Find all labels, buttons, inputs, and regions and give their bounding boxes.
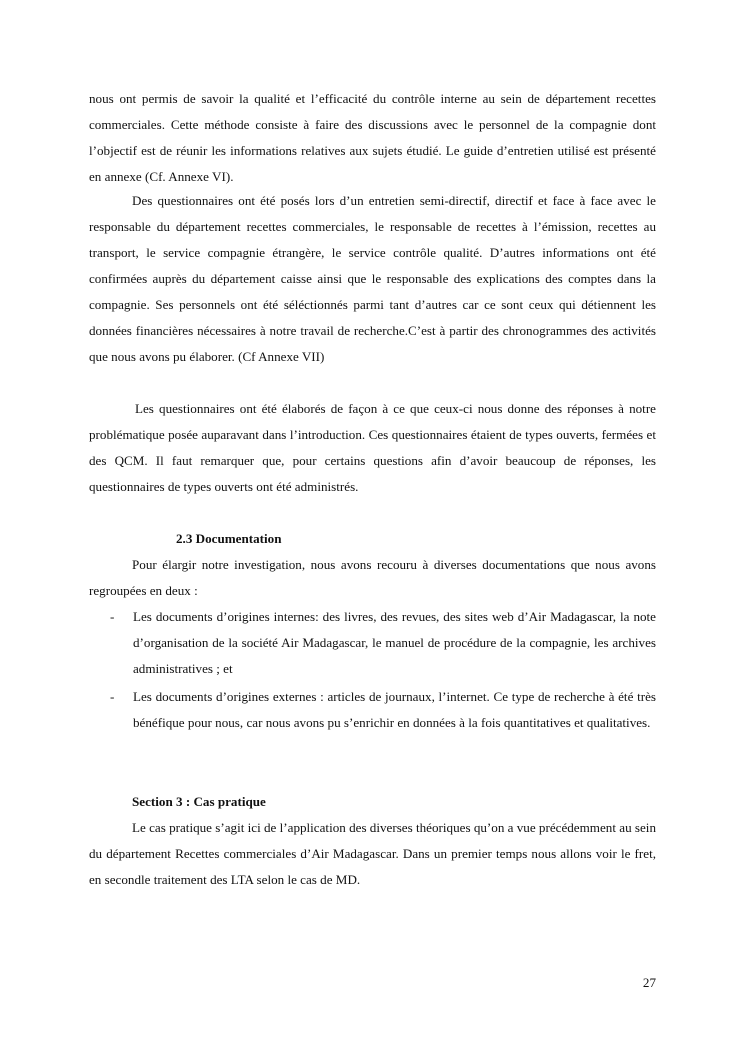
paragraph-questionnaires-elaborated: Les questionnaires ont été élaborés de façon à ce que ceux-ci nous donne des réponses à notre problématique posée auparavant dans l’introduction. Ces questionnaires étaient de types ouverts, fermées et des QCM. Il faut remarquer que, pour certains questions afin d’avoir beaucoup de réponses, les questionnaires de types ouverts ont été administrés. bbox=[89, 401, 656, 494]
heading-documentation: 2.3 Documentation bbox=[176, 531, 282, 546]
bullet-marker: - bbox=[110, 609, 115, 624]
paragraph-case-study: Le cas pratique s’agit ici de l’application des diverses théoriques qu’on a vue précédemment au sein du département Recettes commerciales d’Air Madagascar. Dans un premier temps nous allons voir le fret, en secondle traitement des LTA selon le cas de MD. bbox=[89, 820, 656, 887]
bullet-item-external-documents: Les documents d’origines externes : articles de journaux, l’internet. Ce type de recherche à été très bénéfique pour nous, car nous avons pu s’enrichir en données à la fois quantitatives et qualitatives. bbox=[133, 689, 656, 730]
page-number: 27 bbox=[642, 975, 656, 990]
bullet-item-internal-documents: Les documents d’origines internes: des livres, des revues, des sites web d’Air Madagascar, la note d’organisation de la société Air Madagascar, le manuel de procédure de la compagnie, les archives administratives ; et bbox=[133, 609, 656, 676]
bullet-marker: - bbox=[110, 689, 115, 704]
paragraph-questionnaires-posed: Des questionnaires ont été posés lors d’un entretien semi-directif, directif et face à face avec le responsable du département recettes commerciales, le responsable de recettes à l’émission, recettes au transport, le service compagnie étrangère, le service contrôle qualité. D’autres informations ont été confirmées auprès du département caisse ainsi que le responsable des explications des comptes dans la compagnie. Ses personnels ont été séléctionnés parmi tant d’autres car ce sont ceux qui détiennent les données financières nécessaires à notre travail de recherche.C’est à partir des chronogrammes des activités que nous avons pu élaborer. (Cf Annexe VII) bbox=[89, 193, 656, 364]
paragraph-interview-method: nous ont permis de savoir la qualité et l’efficacité du contrôle interne au sein de département recettes commerciales. Cette méthode consiste à faire des discussions avec le personnel de la compagnie dont l’objectif est de réunir les informations relatives aux sujets étudié. Le guide d’entretien utilisé est présenté en annexe (Cf. Annexe VI). bbox=[89, 91, 656, 184]
paragraph-documentation-intro: Pour élargir notre investigation, nous avons recouru à diverses documentations que nous avons regroupées en deux : bbox=[89, 557, 656, 598]
heading-section-3: Section 3 : Cas pratique bbox=[132, 794, 266, 809]
